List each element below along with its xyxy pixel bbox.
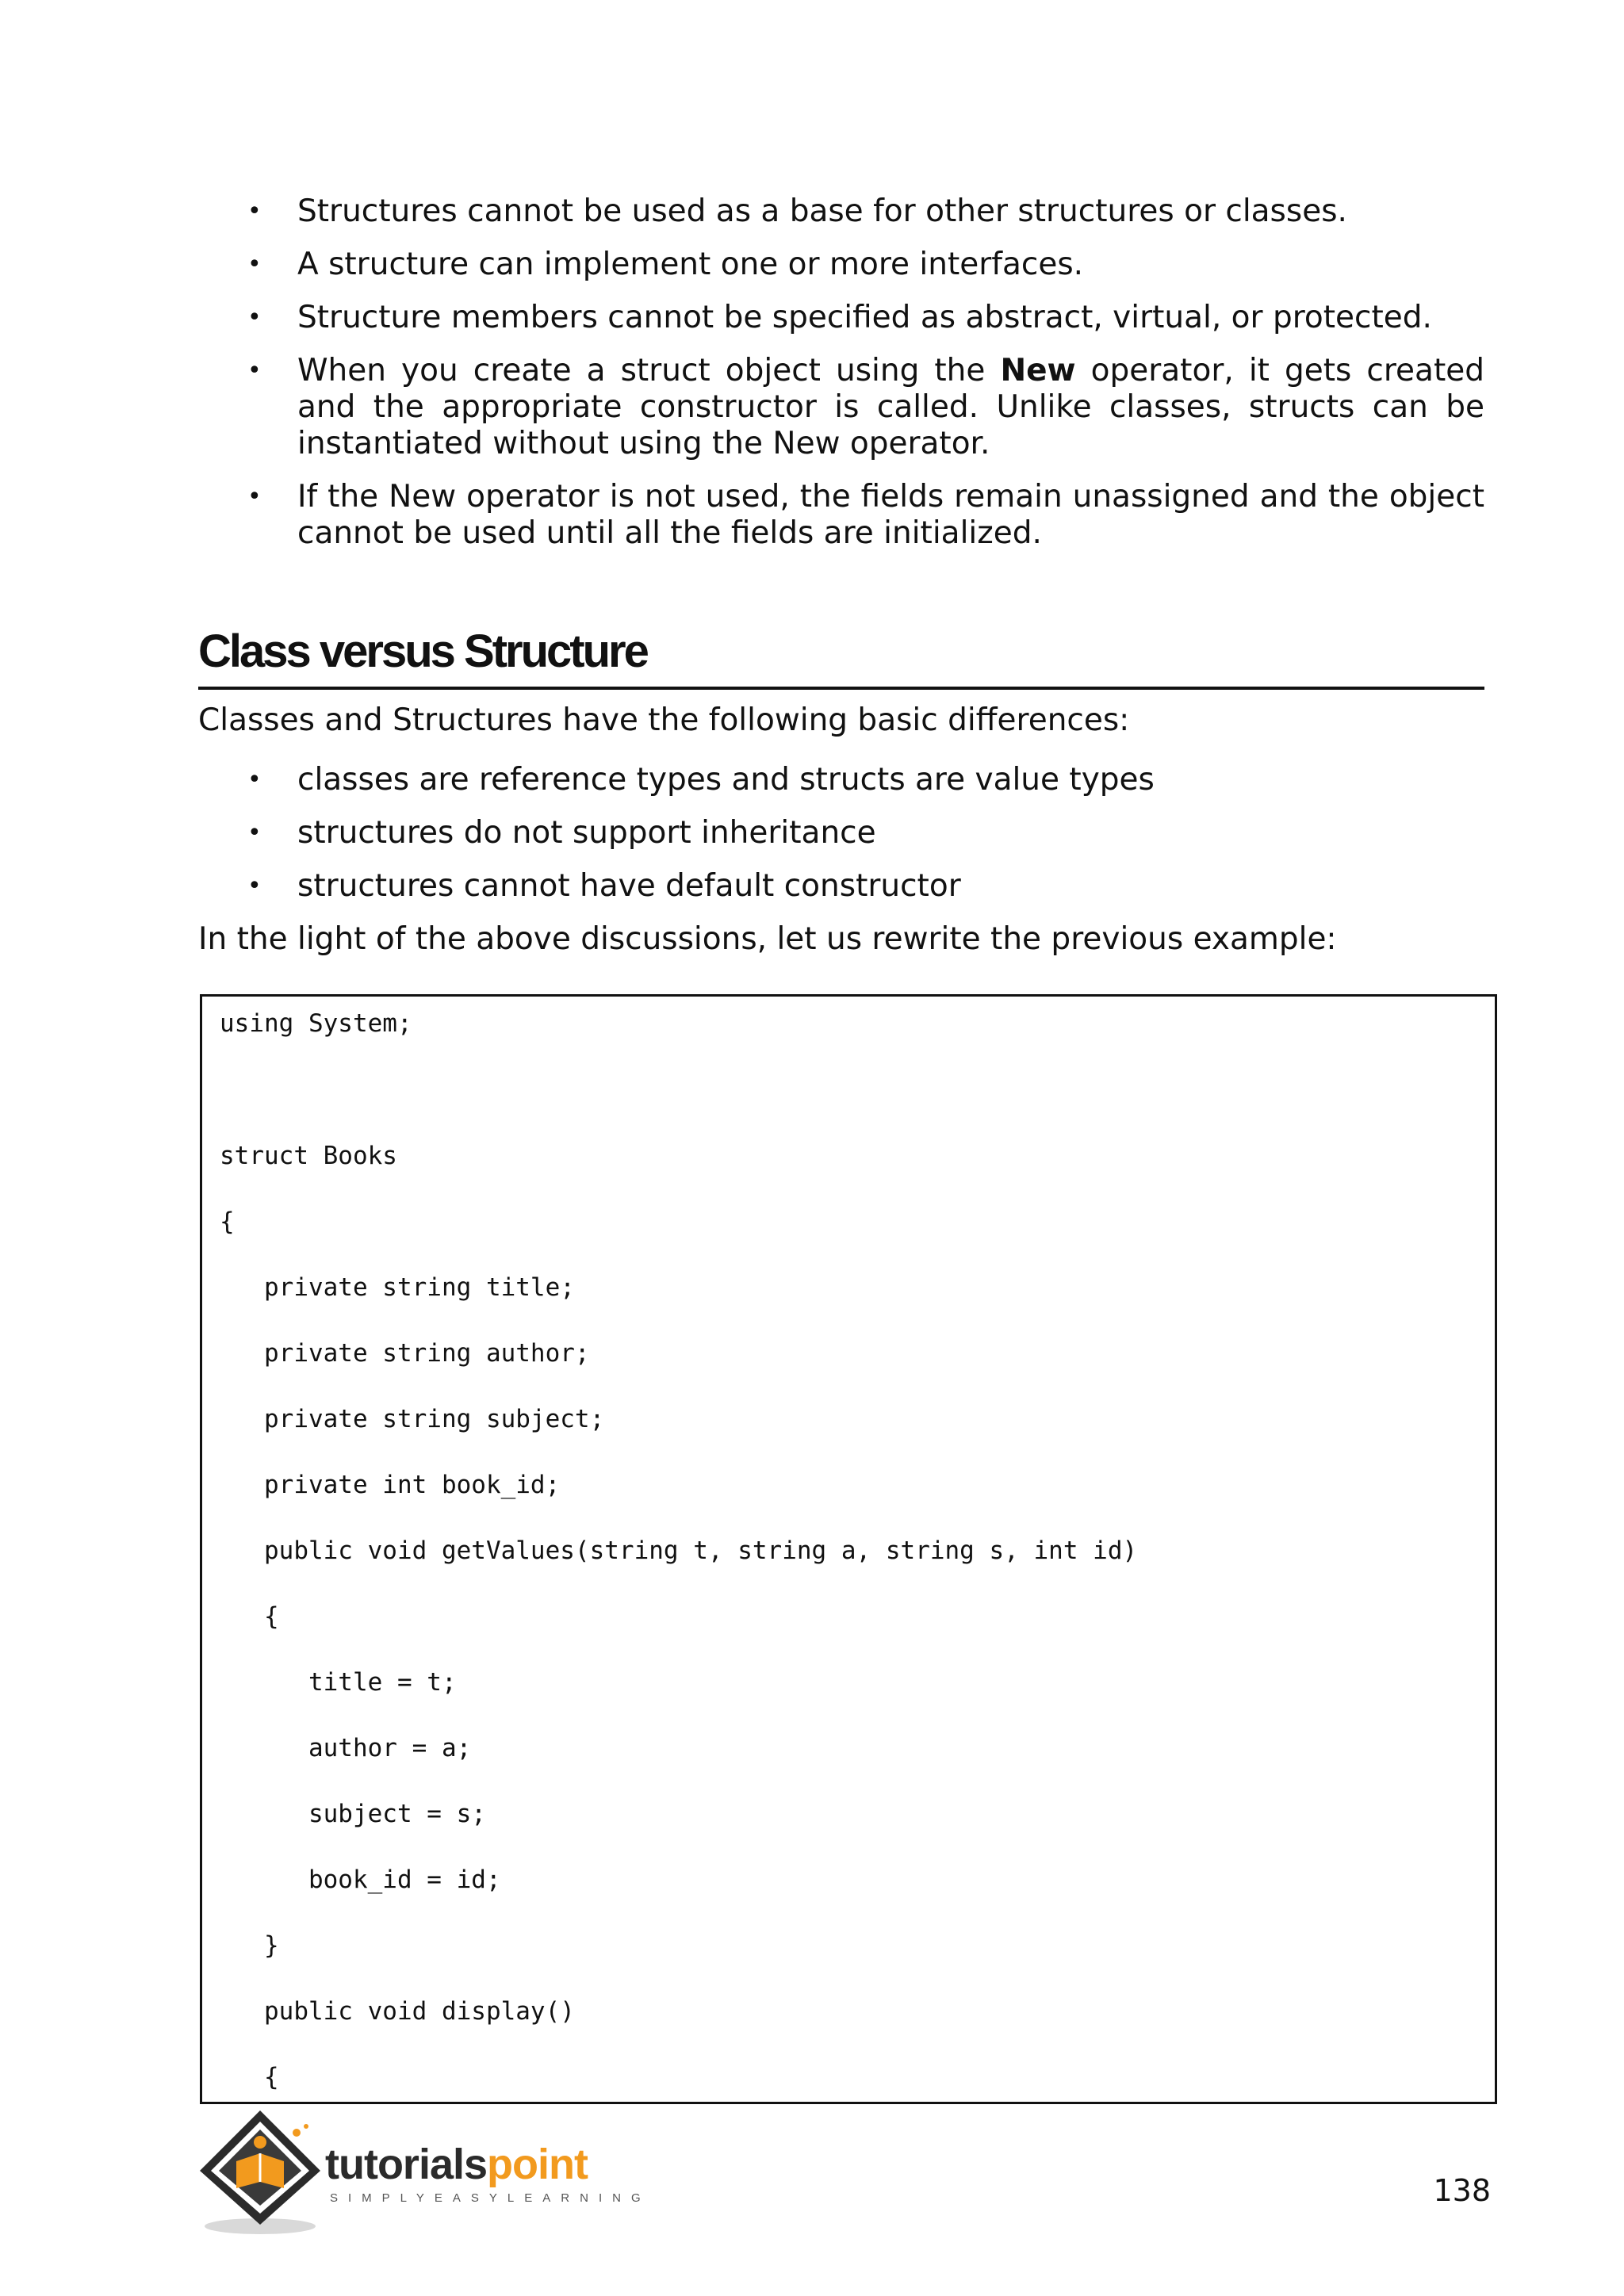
logo-word-point: point — [487, 2141, 588, 2188]
bullet-text: structures do not support inheritance — [297, 815, 876, 851]
bullet-item — [198, 247, 1484, 283]
section-title: Class versus Structure — [198, 626, 647, 677]
code-line: private string title; — [220, 1273, 575, 1302]
bullet-item — [198, 353, 1484, 462]
code-line: public void getValues(string t, string a, string s, int id) — [220, 1536, 1138, 1565]
bullet-item — [198, 300, 1484, 336]
logo-diamond-icon — [195, 2106, 330, 2237]
bullet-item — [198, 479, 1484, 552]
bullet-list-differences — [198, 762, 1484, 921]
bullet-dot-icon: • — [247, 872, 262, 900]
bullet-item — [198, 868, 1484, 905]
bullet-text-part: When you create a struct object using the — [297, 353, 1001, 388]
code-line: author = a; — [220, 1734, 472, 1762]
code-line: subject = s; — [220, 1800, 486, 1828]
bullet-text: Structure members cannot be specified as abstract, virtual, or protected. — [297, 300, 1432, 335]
code-line: } — [220, 1931, 279, 1960]
bullet-dot-icon: • — [247, 197, 262, 225]
bullet-dot-icon: • — [247, 819, 262, 847]
bullet-item — [198, 815, 1484, 851]
code-line: struct Books — [220, 1142, 397, 1170]
bullet-text: If the New operator is not used, the fields remain unassigned and the object cannot be used until all the fields are initialized. — [297, 479, 1484, 551]
code-line: using System; — [220, 1009, 412, 1038]
page-number: 138 — [1433, 2173, 1491, 2208]
code-line: { — [220, 1207, 235, 1236]
bullet-text: structures cannot have default constructor — [297, 868, 961, 904]
code-line: public void display() — [220, 1997, 575, 2026]
tutorialspoint-logo — [195, 2106, 655, 2237]
bullet-dot-icon: • — [247, 357, 262, 385]
bullet-item — [198, 762, 1484, 798]
outro-paragraph: In the light of the above discussions, let us rewrite the previous example: — [198, 921, 1337, 957]
bold-keyword-new: New — [1000, 353, 1076, 388]
bullet-item — [198, 193, 1484, 230]
logo-tagline: SIMPLYEASYLEARNING — [330, 2191, 651, 2205]
bullet-text: Structures cannot be used as a base for other structures or classes. — [297, 193, 1347, 229]
bullet-dot-icon: • — [247, 766, 262, 794]
code-block — [200, 994, 1497, 2104]
bullet-list-structure-features — [198, 193, 1484, 568]
bullet-text: A structure can implement one or more interfaces. — [297, 247, 1084, 282]
code-line: { — [220, 1602, 279, 1631]
code-line: private int book_id; — [220, 1471, 561, 1499]
bullet-text — [297, 353, 1484, 461]
code-line: { — [220, 2063, 279, 2091]
section-heading — [198, 620, 1484, 690]
bullet-text-part: operator, it gets created and the appropriate constructor is called. Unlike classes, structs can be instantiated without using the New operator. — [297, 353, 1484, 461]
bullet-dot-icon: • — [247, 304, 262, 331]
bullet-text: classes are reference types and structs are value types — [297, 762, 1155, 798]
code-line: private string author; — [220, 1339, 590, 1368]
code-line: book_id = id; — [220, 1866, 501, 1894]
code-line: private string subject; — [220, 1405, 605, 1433]
logo-wordmark — [325, 2141, 588, 2188]
code-line: title = t; — [220, 1668, 457, 1697]
bullet-dot-icon: • — [247, 251, 262, 278]
bullet-dot-icon: • — [247, 483, 262, 511]
intro-paragraph: Classes and Structures have the following basic differences: — [198, 702, 1130, 738]
logo-word-tutorials: tutorials — [325, 2141, 488, 2188]
